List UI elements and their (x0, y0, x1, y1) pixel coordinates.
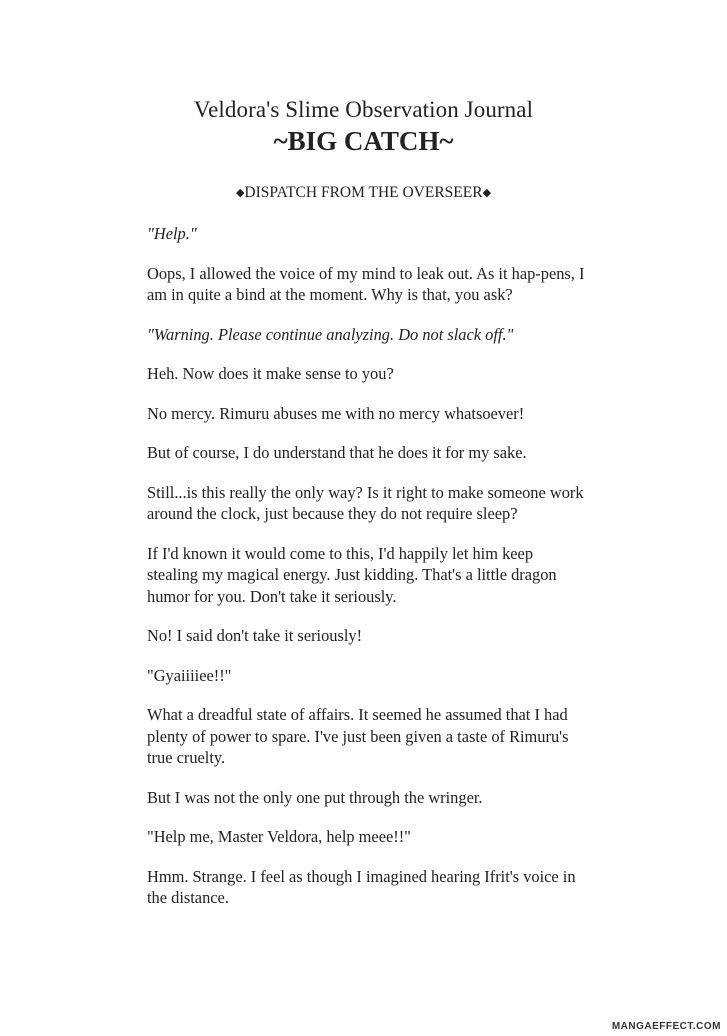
paragraph: No mercy. Rimuru abuses me with no mercy whatsoever! (147, 403, 525, 423)
section-label: DISPATCH FROM THE OVERSEER (244, 184, 483, 201)
paragraph: "Gyaiiiiee!!" (147, 665, 232, 685)
journal-title: Veldora's Slime Observation Journal (193, 97, 534, 122)
watermark: MANGAEFFECT.COM (611, 1021, 721, 1032)
paragraph: If I'd known it would come to this, I'd happily let him keep stealing my magical energy. Just kidding. That's a little dragon humor for you. Don't take it seriously. (147, 543, 557, 606)
paragraph: Hmm. Strange. I feel as though I imagined hearing Ifrit's voice in the distance. (147, 866, 576, 907)
paragraph: Oops, I allowed the voice of my mind to leak out. As it hap-pens, I am in quite a bind at the moment. Why is that, you ask? (147, 263, 585, 304)
section-header (0, 183, 727, 203)
paragraph: But I was not the only one put through the wringer. (147, 787, 483, 807)
diamond-right-icon: ◆ (482, 187, 492, 199)
paragraph: Heh. Now does it make sense to you? (147, 364, 394, 383)
body-text (147, 223, 587, 927)
paragraph: "Help me, Master Veldora, help meee!!" (147, 827, 411, 846)
paragraph: But of course, I do understand that he does it for my sake. (147, 443, 527, 462)
paragraph: Still...is this really the only way? Is it right to make someone work around the clock, just because they do not require sleep? (147, 482, 584, 523)
paragraph: "Help." (147, 224, 197, 243)
chapter-title: ~BIG CATCH~ (273, 126, 454, 156)
title-block (0, 96, 727, 157)
paragraph: "Warning. Please continue analyzing. Do not slack off." (147, 324, 514, 344)
paragraph: No! I said don't take it seriously! (147, 626, 363, 645)
diamond-left-icon: ◆ (235, 187, 245, 199)
paragraph: What a dreadful state of affairs. It seemed he assumed that I had plenty of power to spare. I've just been given a taste of Rimuru's true cruelty. (147, 705, 569, 767)
